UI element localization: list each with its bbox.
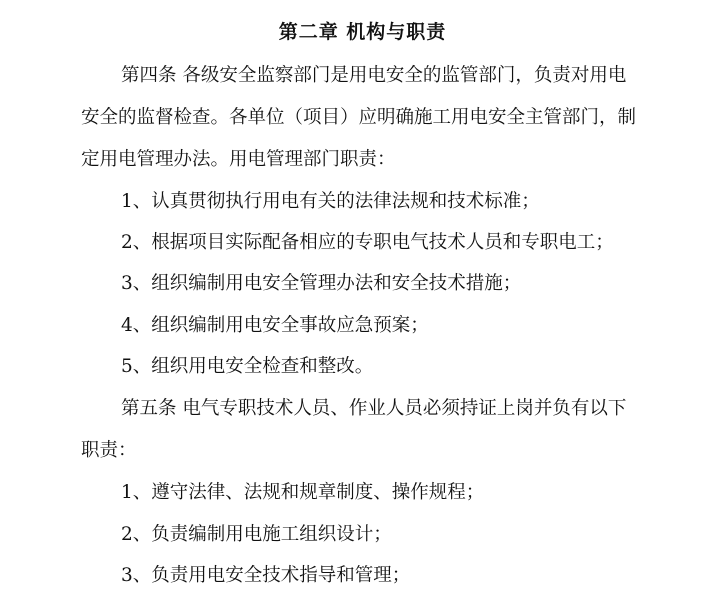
article-5-line-2: 职责： <box>81 440 137 461</box>
article-4-item-1: 1、认真贯彻执行用电有关的法律法规和技术标准； <box>121 191 540 212</box>
article-4-line-1: 第四条 各级安全监察部门是用电安全的监管部门，负责对用电 <box>121 65 627 86</box>
chapter-title: 第二章 机构与职责 <box>278 21 447 43</box>
article-4-item-4: 4、组织编制用电安全事故应急预案； <box>121 315 429 336</box>
article-4-line-2: 安全的监督检查。各单位（项目）应明确施工用电安全主管部门，制 <box>81 107 637 128</box>
article-4-line-3: 定用电管理办法。用电管理部门职责： <box>81 149 396 170</box>
article-4-item-2: 2、根据项目实际配备相应的专职电气技术人员和专职电工； <box>121 232 614 253</box>
article-5-item-3: 3、负责用电安全技术指导和管理； <box>121 565 411 586</box>
article-4-item-5: 5、组织用电安全检查和整改。 <box>121 356 374 377</box>
article-4-item-3: 3、组织编制用电安全管理办法和安全技术措施； <box>121 273 522 294</box>
article-5-line-1: 第五条 电气专职技术人员、作业人员必须持证上岗并负有以下 <box>121 398 627 419</box>
article-5-item-1: 1、遵守法律、法规和规章制度、操作规程； <box>121 482 485 503</box>
article-5-item-2: 2、负责编制用电施工组织设计； <box>121 524 392 545</box>
